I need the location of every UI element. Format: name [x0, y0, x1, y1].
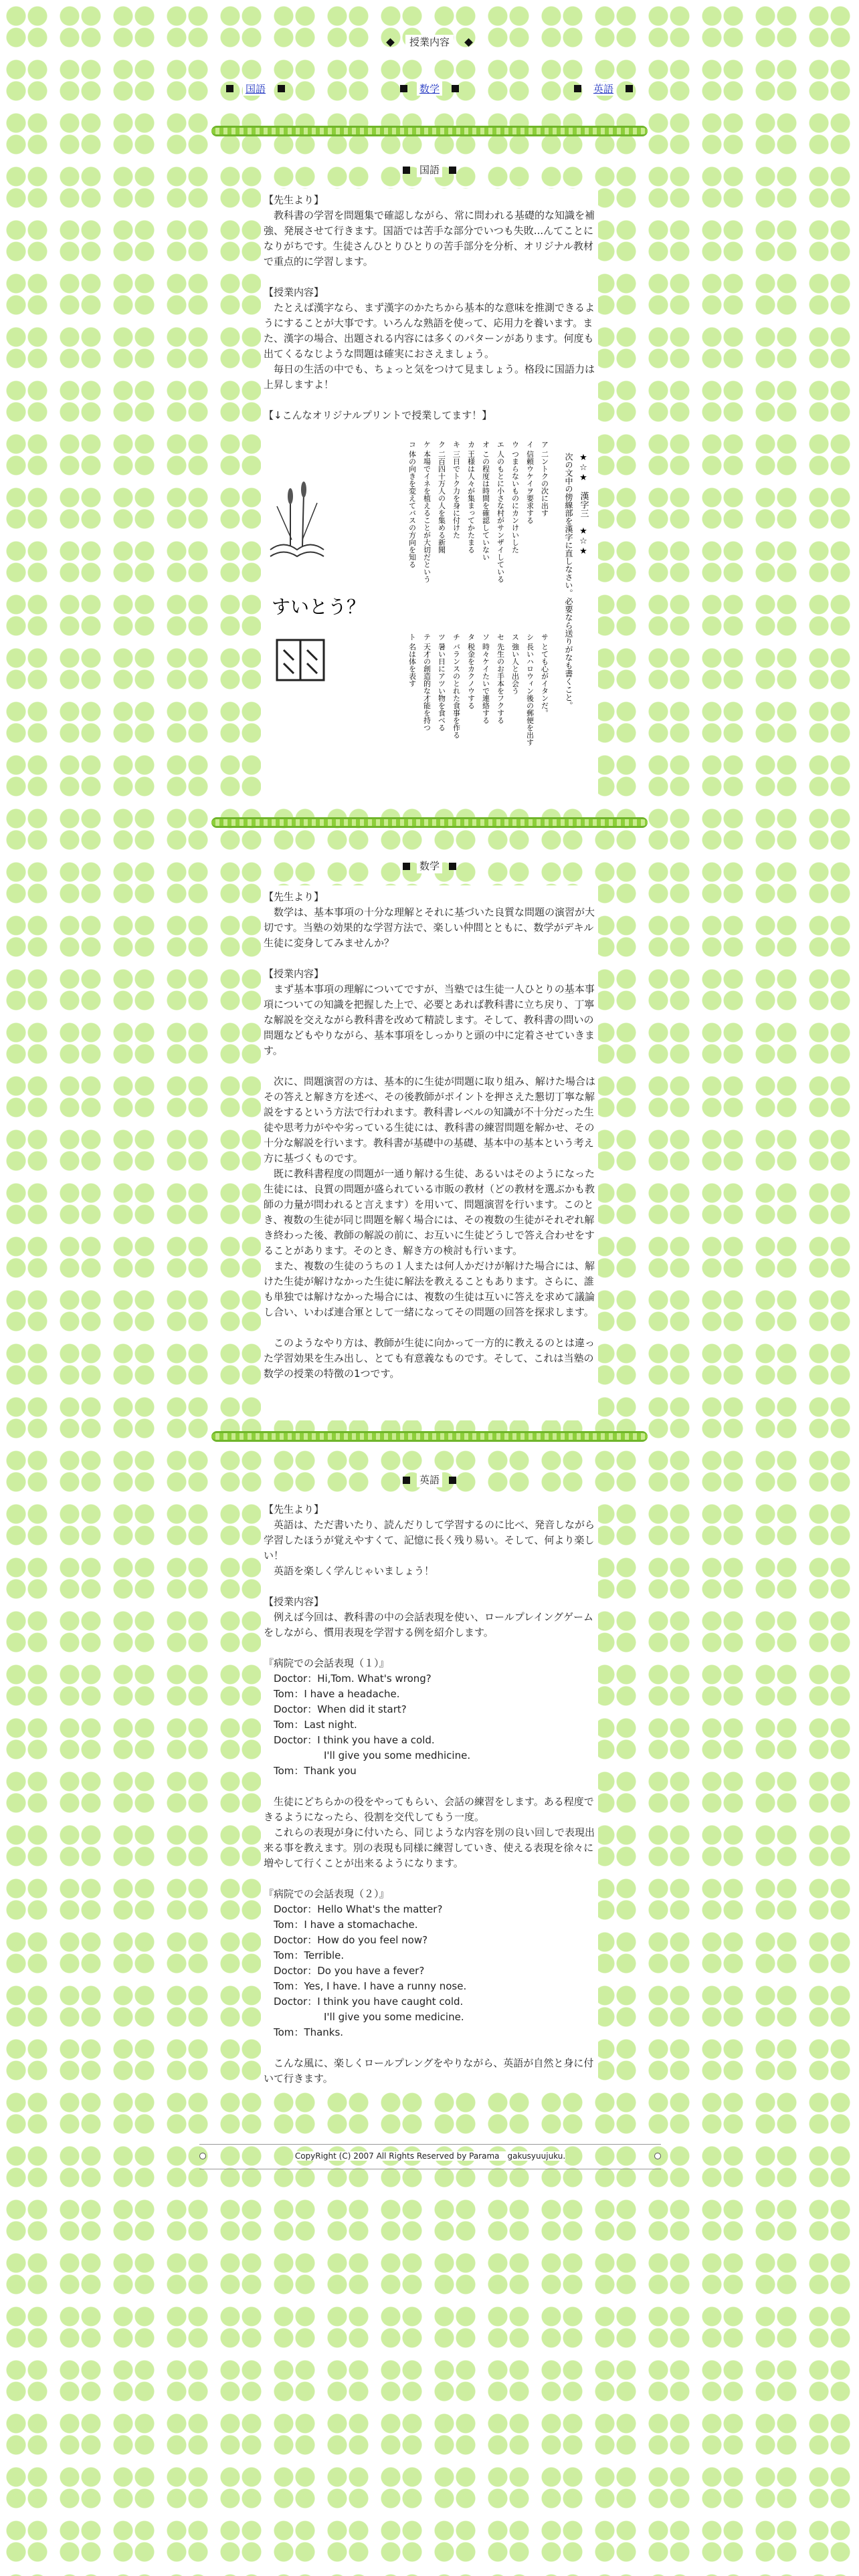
- worksheet-item: ソ 時々ケイたいで連絡する: [481, 633, 490, 724]
- text-line: 『病院での会話表現（２）』: [264, 1888, 389, 1900]
- worksheet-item: チ バランスのとれた食事を作る: [452, 633, 461, 739]
- text-line: まず基本事項の理解についてですが、当塾では生徒一人ひとりの基本事項についての知識を把握した上で、必要とあれば教科書に立ち戻り、丁寧な解説を交えながら教科書を改めて精読します。そして、教科書の問いの問題などもやりながら、基本事項をしっかりと頭の中に定着させていきます。: [264, 983, 595, 1057]
- text-line: 【↓こんなオリジナルプリントで授業してます！】: [264, 409, 492, 421]
- diamond-icon: [386, 38, 395, 47]
- section-nav: [0, 82, 859, 96]
- worksheet-item: ケ 本場でイネを植えることが大切だという: [422, 441, 432, 583]
- dialogue-line: Doctor：Do you have a fever?: [264, 1965, 425, 1977]
- text-line: 例えば今回は、教科書の中の会話表現を使い、ロールプレイングゲームをしながら、慣用表現を学習する例を紹介します。: [264, 1611, 594, 1638]
- square-bullet-icon: [403, 167, 410, 174]
- square-bullet-icon: [626, 85, 633, 92]
- eigo-content: [261, 1498, 598, 2084]
- worksheet-svg: [264, 433, 595, 794]
- square-bullet-icon: [574, 85, 581, 92]
- section-title: 数学: [417, 859, 442, 873]
- square-bullet-icon: [449, 1477, 456, 1484]
- text-line: 既に教科書程度の問題が一通り解ける生徒、あるいはそのようになった生徒には、良質の問題が盛られている市販の教材（どの教材を選ぶかも教師の力量が問われると言えます）を用いて、問題演習を行います。このとき、複数の生徒が同じ問題を解く場合には、その複数の生徒がそれぞれ解き終わった後、教師の解説の前に、お互いに生徒どうしで答え合わせをすることがあります。そのとき、解き方の検討も行います。: [264, 1168, 595, 1257]
- nav-link-eigo[interactable]: 英語: [591, 82, 616, 96]
- text-line: このようなやり方は、教師が生徒に向かって一方的に教えるのとは違った学習効果を生み出し、とても有意義なものです。そして、これは当塾の数学の授業の特徴の1つです。: [264, 1337, 595, 1380]
- dialogue-line: I'll give you some medicine.: [264, 2011, 464, 2023]
- footer: [199, 2144, 661, 2169]
- text-line: たとえば漢字なら、まず漢字のかたちから基本的な意味を推測できるようにすることが大事です。いろんな熟語を使って、応用力を養います。また、漢字の場合、出題される内容には多くのパターンがあります。何度も出てくるなじような問題は確実におさえましょう。: [264, 302, 595, 360]
- text-line: これらの表現が身に付いたら、同じような内容を別の良い回しで表現出来る事を教えます。別の表現も同様に練習していき、使える表現を徐々に増やして行くことが出来るようになります。: [264, 1826, 595, 1869]
- dialogue-line: Doctor：How do you feel now?: [264, 1934, 428, 1946]
- nav-item-eigo: [516, 82, 690, 96]
- dialogue-line: Tom：I have a stomachache.: [264, 1919, 418, 1931]
- copyright: [199, 2150, 661, 2161]
- dialogue-line: Doctor：I think you have a cold.: [264, 1734, 435, 1746]
- clover-divider: [211, 126, 648, 136]
- original-worksheet-image: [264, 433, 595, 794]
- worksheet-item: タ 税金をカクノウする: [466, 633, 476, 710]
- worksheet-item: サ とても心がイタンだ。: [540, 633, 549, 717]
- dialogue-line: I'll give you some medhicine.: [264, 1749, 471, 1761]
- text-line: 【授業内容】: [264, 968, 324, 980]
- clover-divider: [211, 1431, 648, 1442]
- nav-link-kokugo[interactable]: 国語: [243, 82, 268, 96]
- text-line: 【授業内容】: [264, 286, 324, 298]
- text-line: 教科書の学習を問題集で確認しながら、常に問われる基礎的な知識を補強、発展させて行きます。国語では苦手な部分でいつも失敗...んてことになりがちです。生徒さんひとりひとりの苦手部分を分析、オリジナル教材で重点的に学習します。: [264, 209, 595, 267]
- dialogue-line: Doctor：Hello What's the matter?: [264, 1903, 443, 1915]
- square-bullet-icon: [278, 85, 285, 92]
- dialogue-line: Doctor：I think you have caught cold.: [264, 1996, 464, 2008]
- square-bullet-icon: [403, 1477, 410, 1484]
- kokugo-content: [261, 189, 598, 797]
- worksheet-item: ウ つまらないものにカンけいした: [510, 441, 520, 554]
- worksheet-item: テ 天才の創造的な才能を持つ: [422, 633, 432, 732]
- worksheet-item: カ 王様は人々が集まってかたまる: [466, 441, 476, 554]
- worksheet-item: ト 名は体を表す: [407, 633, 417, 687]
- square-bullet-icon: [400, 85, 407, 92]
- dialogue-line: Tom：Terrible.: [264, 1949, 345, 1961]
- section-title: 英語: [417, 1473, 442, 1487]
- dialogue-line: Tom：Yes, I have. I have a runny nose.: [264, 1980, 467, 1992]
- section-heading-eigo: [0, 1473, 859, 1487]
- text-line: また、複数の生徒のうちの１人または何人かだけが解けた場合には、解けた生徒が解けなかった生徒に解法を教えることもあります。さらに、誰も単独では解けなかった場合には、複数の生徒は互いに答えを求めて議論し合い、いわば連合軍として一緒になってその問題の回答を探求します。: [264, 1260, 595, 1318]
- worksheet-item: ス 強い人と出会う: [510, 633, 520, 695]
- worksheet-item: シ 長いハロウィン後の郵便を出す: [525, 633, 535, 746]
- text-line: 毎日の生活の中でも、ちょっと気をつけて見ましょう。格段に国語力は上昇しますよ！: [264, 363, 595, 391]
- page-title-row: [0, 35, 859, 49]
- dialogue-line: Tom：Thank you: [264, 1765, 357, 1777]
- dialogue-line: Tom：Last night.: [264, 1719, 357, 1731]
- copyright-text: CopyRight (C) 2007 All Rights Reserved by Parama gakusyuujuku.: [294, 2151, 566, 2161]
- square-bullet-icon: [449, 863, 456, 870]
- page-title: 授業内容: [405, 35, 454, 49]
- worksheet-item: イ 信頼ウケイヲ要求する: [525, 441, 535, 524]
- square-bullet-icon: [403, 863, 410, 870]
- worksheet-header: ★☆★ 漢字三 ★☆★: [578, 453, 589, 556]
- plant-illustration: [270, 481, 324, 556]
- text-line: 英語を楽しく学んじゃいましょう！: [264, 1565, 435, 1577]
- worksheet-item: ア 二ントクの次に出す: [540, 441, 549, 517]
- text-line: こんな風に、楽しくロールプレングをやりながら、英語が自然と身に付いて行きます。: [264, 2057, 594, 2084]
- dialogue-line: Doctor：When did it start?: [264, 1703, 407, 1715]
- dialogue-line: Tom：I have a headache.: [264, 1688, 400, 1700]
- rain-kanji-illustration: [277, 640, 324, 680]
- worksheet-item: ツ 暑い日にアツい物を食べる: [437, 633, 446, 732]
- text-line: 英語は、ただ書いたり、読んだりして学習するのに比べ、発音しながら学習したほうが覚えやすくて、記憶に長く残り易い。そして、何より楽しい！: [264, 1519, 595, 1562]
- text-line: 数学は、基本事項の十分な理解とそれに基づいた良質な問題の演習が大切です。当塾の効果的な学習方法で、楽しい仲間とともに、数学がデキル生徒に変身してみませんか？: [264, 906, 595, 949]
- dialogue-line: Tom：Thanks.: [264, 2026, 344, 2038]
- text-line: 生徒にどちらかの役をやってもらい、会話の練習をします。ある程度できるようになったら、役割を交代してもう一度。: [264, 1796, 594, 1823]
- text-line: 『病院での会話表現（１）』: [264, 1657, 389, 1669]
- worksheet-item: エ 人のもとに小さな村がサンザイしている: [496, 441, 505, 583]
- sugaku-content: [261, 885, 598, 1420]
- worksheet-instruction: 次の文中の傍線部を漢字に直しなさい。必要なら送りがなも書くこと。: [564, 453, 573, 710]
- worksheet-item: コ 体の向きを変えてバスの方向を知る: [407, 441, 417, 568]
- diamond-icon: [464, 38, 473, 47]
- square-bullet-icon: [452, 85, 459, 92]
- text-line: 【先生より】: [264, 1503, 324, 1515]
- nav-link-sugaku[interactable]: 数学: [417, 82, 442, 96]
- doodle-text: すいとう？: [272, 596, 366, 618]
- text-line: 次に、問題演習の方は、基本的に生徒が問題に取り組み、解けた場合はその答えと解き方を述べ、その後教師がポイントを押さえた懇切丁寧な解説をするという方法で行われます。教科書レベルの知識が不十分だった生徒や思考力がやや劣っている生徒には、教科書の練習問題を解かせ、その十分な解説を行います。教科書が基礎中の基礎、基本中の基本という考え方に基づくものです。: [264, 1075, 595, 1164]
- clover-divider: [211, 817, 648, 828]
- nav-item-kokugo: [169, 82, 343, 96]
- section-title: 国語: [417, 163, 442, 177]
- section-heading-kokugo: [0, 163, 859, 177]
- text-line: 【先生より】: [264, 194, 324, 206]
- worksheet-column-2: [408, 633, 549, 746]
- text-line: 【先生より】: [264, 891, 324, 903]
- worksheet-item: セ 先生のお手本をフクする: [496, 633, 505, 724]
- square-bullet-icon: [226, 85, 233, 92]
- text-line: 【授業内容】: [264, 1596, 324, 1608]
- square-bullet-icon: [449, 167, 456, 174]
- worksheet-item: オ この程度は時間を確認していない: [481, 441, 490, 561]
- dialogue-line: Doctor：Hi,Tom. What's wrong?: [264, 1673, 432, 1685]
- worksheet-item: キ 三日でトク力を身に付けた: [452, 441, 461, 539]
- worksheet-column-1: [408, 441, 549, 583]
- section-heading-sugaku: [0, 859, 859, 873]
- nav-item-sugaku: [343, 82, 516, 96]
- worksheet-item: ク 二百四十万人の人を集める新聞: [437, 441, 446, 554]
